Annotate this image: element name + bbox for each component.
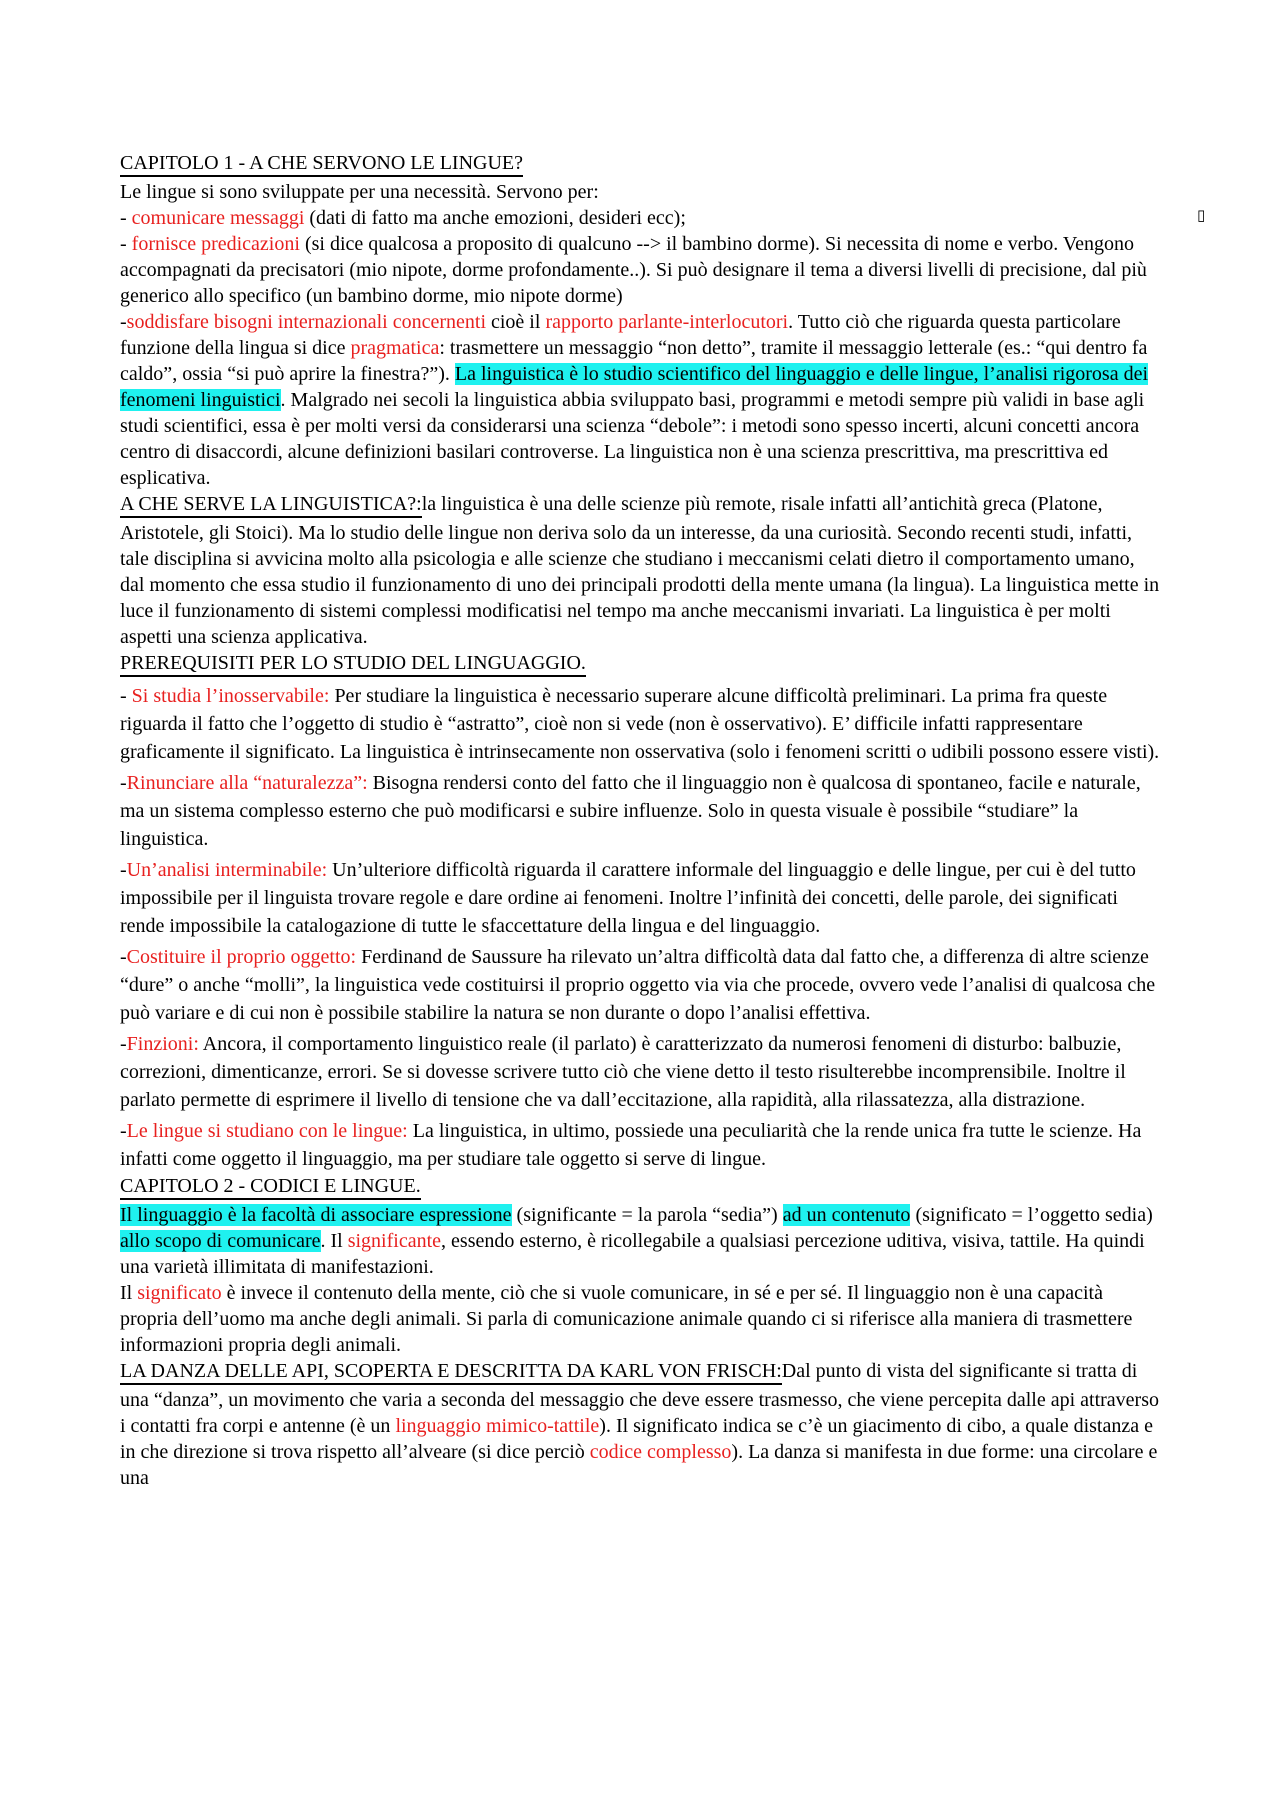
keyword-naturalezza: Rinunciare alla “naturalezza”: <box>126 772 368 794</box>
margin-glyph-icon: ▯ <box>1197 206 1206 224</box>
bullet-comunicare: - comunicare messaggi (dati di fatto ma anche emozioni, desideri ecc); <box>120 207 686 229</box>
chapter-2-significato: Il significato è invece il contenuto della mente, ciò che si vuole comunicare, in sé e per sé. Il linguaggio non è una capacità propria dell’uomo ma anche degli animali. Si parla di comunicazione animale quando ci si riferisce alla maniera di trasmettere informazioni propria degli animali. <box>120 1282 1133 1356</box>
prereq-lingue: -Le lingue si studiano con le lingue: La linguistica, in ultimo, possiede una peculiarità che la rende unica fra tutte le scienze. Ha infatti come oggetto il linguaggio, ma per studiare tale oggetto si serve di lingue. <box>120 1120 1142 1170</box>
keyword-codice-complesso: codice complesso <box>589 1441 732 1463</box>
keyword-bisogni: soddisfare bisogni internazionali concernenti <box>126 311 486 333</box>
chapter-2-heading-line <box>120 1173 1160 1202</box>
prereq-heading-line <box>120 650 1160 679</box>
keyword-mimico-tattile: linguaggio mimico-tattile <box>395 1415 600 1437</box>
highlight-comunicare: allo scopo di comunicare <box>120 1230 321 1252</box>
prereq-oggetto: -Costituire il proprio oggetto: Ferdinand de Saussure ha rilevato un’altra difficoltà data dal fatto che, a differenza di altre scienze “dure” o anche “molli”, la linguistica vede costituirsi il proprio oggetto via via che procede, ovvero vede l’analisi di qualcosa che può variare e di cui non è possibile stabilire la natura se non durante o dopo l’analisi effettiva. <box>120 946 1156 1024</box>
keyword-fornisce-predicazioni: fornisce predicazioni <box>131 233 300 255</box>
keyword-significato: significato <box>137 1282 222 1304</box>
keyword-finzioni: Finzioni: <box>126 1033 199 1055</box>
chapter-1-intro: Le lingue si sono sviluppate per una necessità. Servono per: <box>120 181 599 203</box>
keyword-inosservabile: Si studia l’inosservabile: <box>131 685 330 707</box>
keyword-oggetto: Costituire il proprio oggetto: <box>126 946 357 968</box>
chapter-2-heading: CAPITOLO 2 - CODICI E LINGUE. <box>120 1176 421 1200</box>
keyword-interminabile: Un’analisi interminabile: <box>126 859 328 881</box>
chapter-1-heading: CAPITOLO 1 - A CHE SERVONO LE LINGUE? <box>120 153 523 177</box>
danza-paragraph: LA DANZA DELLE API, SCOPERTA E DESCRITTA DA KARL VON FRISCH:Dal punto di vista del significante si tratta di una “danza”, un movimento che varia a seconda del messaggio che deve essere trasmesso, che viene percepita dalle api attraverso i contatti fra corpi e antenne (è un linguaggio mimico-tattile). Il significato indica se c’è un giacimento di cibo, a quale distanza e in che direzione si trova rispetto all’alveare (si dice perciò codice complesso). La danza si manifesta in due forme: una circolare e una <box>120 1360 1159 1489</box>
keyword-lingue: Le lingue si studiano con le lingue: <box>126 1120 408 1142</box>
prereq-inosservabile: - Si studia l’inosservabile: Per studiare la linguistica è necessario superare alcune difficoltà preliminari. La prima fra queste riguarda il fatto che l’oggetto di studio è “astratto”, cioè non si vede (non è osservativo). E’ difficile infatti rappresentare graficamente il significato. La linguistica è intrinsecamente non osservativa (solo i fenomeni scritti o udibili possono essere visti). <box>120 685 1160 763</box>
serve-heading: A CHE SERVE LA LINGUISTICA?: <box>120 494 422 518</box>
keyword-significante: significante <box>347 1230 442 1252</box>
keyword-rapporto: rapporto parlante-interlocutori <box>545 311 789 333</box>
keyword-comunicare-messaggi: comunicare messaggi <box>131 207 305 229</box>
chapter-2-definizione: Il linguaggio è la facoltà di associare espressione (significante = la parola “sedia”) ad un contenuto (significato = l’oggetto sedia) allo scopo di comunicare. Il significante, essendo esterno, è ricollegabile a qualsiasi percezione uditiva, visiva, tattile. Ha quindi una varietà illimitata di manifestazioni. <box>120 1204 1153 1278</box>
danza-heading: LA DANZA DELLE API, SCOPERTA E DESCRITTA DA KARL VON FRISCH: <box>120 1361 782 1385</box>
prereq-naturalezza: -Rinunciare alla “naturalezza”: Bisogna rendersi conto del fatto che il linguaggio non è qualcosa di spontaneo, facile e naturale, ma un sistema complesso esterno che può modificarsi e subire influenze. Solo in questa visuale è possibile “studiare” la linguistica. <box>120 772 1141 850</box>
bullet-bisogni: -soddisfare bisogni internazionali concernenti cioè il rapporto parlante-interlocutori. Tutto ciò che riguarda questa particolare funzione della lingua si dice pragmatica: trasmettere un messaggio “non detto”, tramite il messaggio letterale (es.: “qui dentro fa caldo”, ossia “si può aprire la finestra?”). La linguistica è lo studio scientifico del linguaggio e delle lingue, l’analisi rigorosa dei fenomeni linguistici. Malgrado nei secoli la linguistica abbia sviluppato basi, programmi e metodi sempre più validi in base agli studi scientifici, essa è per molti versi da considerarsi una scienza “debole”: i metodi sono spesso incerti, alcuni concetti ancora centro di disaccordi, alcune definizioni basilari controverse. La linguistica non è una scienza prescrittiva, ma prescrittiva ed esplicativa. <box>120 311 1149 489</box>
chapter-1-heading-line <box>120 150 1160 179</box>
highlight-facolta: Il linguaggio è la facoltà di associare espressione <box>120 1204 512 1226</box>
document-page <box>120 150 1160 1491</box>
highlight-contenuto: ad un contenuto <box>782 1204 911 1226</box>
prereq-finzioni: -Finzioni: Ancora, il comportamento linguistico reale (il parlato) è caratterizzato da numerosi fenomeni di disturbo: balbuzie, correzioni, dimenticanze, errori. Se si dovesse scrivere tutto ciò che viene detto il testo risulterebbe incomprensibile. Inoltre il parlato permette di esprimere il livello di tensione che va dall’eccitazione, alla rapidità, alla rilassatezza, alla distrazione. <box>120 1033 1126 1111</box>
keyword-pragmatica: pragmatica <box>350 337 440 359</box>
serve-paragraph: A CHE SERVE LA LINGUISTICA?:la linguistica è una delle scienze più remote, risale infatti all’antichità greca (Platone, Aristotele, gli Stoici). Ma lo studio delle lingue non deriva solo da un interesse, da una curiosità. Secondo recenti studi, infatti, tale disciplina si avvicina molto alla psicologia e alle scienze che studiano i meccanismi celati dietro il comportamento umano, dal momento che essa studio il funzionamento di uno dei principali prodotti della mente umana (la lingua). La linguistica mette in luce il funzionamento di sistemi complessi modificatisi nel tempo ma anche meccanismi invariati. La linguistica è per molti aspetti una scienza applicativa. <box>120 493 1160 648</box>
prereq-interminabile: -Un’analisi interminabile: Un’ulteriore difficoltà riguarda il carattere informale del linguaggio e delle lingue, per cui è del tutto impossibile per il linguista trovare regole e dare ordine ai fenomeni. Inoltre l’infinità dei concetti, delle parole, dei significati rende impossibile la catalogazione di tutte le sfaccettature della lingua e del linguaggio. <box>120 859 1136 937</box>
bullet-predicazioni: - fornisce predicazioni (si dice qualcosa a proposito di qualcuno --> il bambino dorme). Si necessita di nome e verbo. Vengono accompagnati da precisatori (mio nipote, dorme profondamente..). Si può designare il tema a diversi livelli di precisione, dal più generico allo specifico (un bambino dorme, mio nipote dorme) <box>120 233 1147 307</box>
prereq-heading: PREREQUISITI PER LO STUDIO DEL LINGUAGGIO. <box>120 653 586 677</box>
highlight-definizione-linguistica: La linguistica è lo studio scientifico del linguaggio e delle lingue, l’analisi rigorosa dei fenomeni linguistici <box>120 363 1149 411</box>
